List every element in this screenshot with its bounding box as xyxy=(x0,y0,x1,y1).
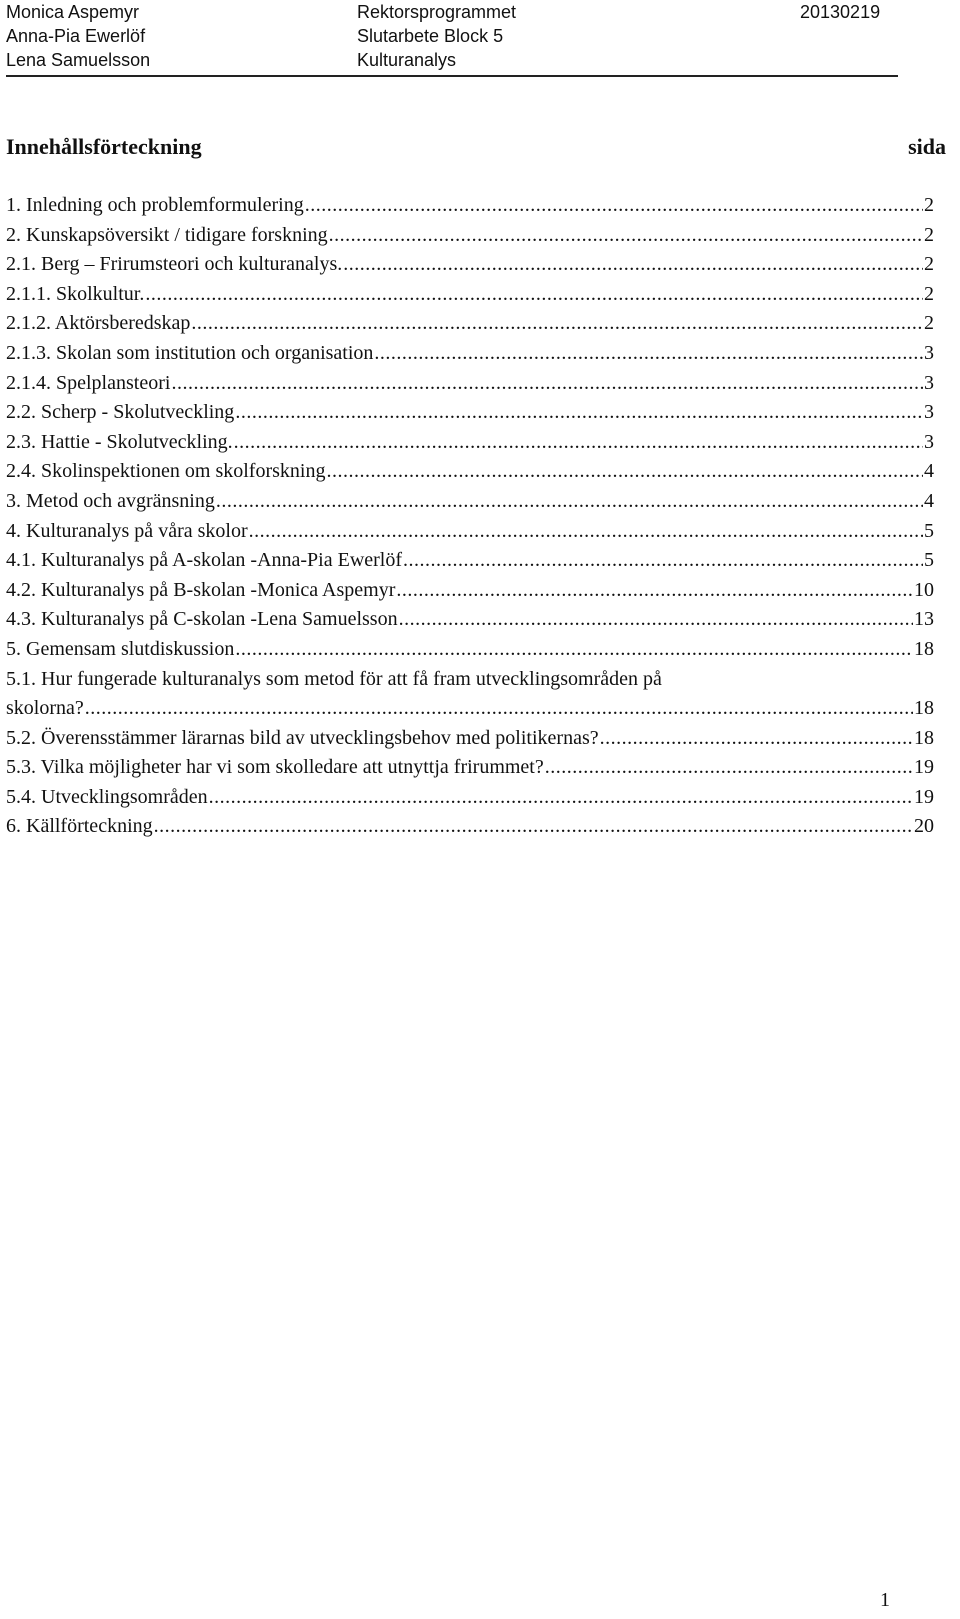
toc-entry-label: skolorna? xyxy=(6,697,84,720)
leader-dots xyxy=(396,576,913,606)
subject-name: Kulturanalys xyxy=(357,50,457,70)
toc-entry[interactable] xyxy=(6,812,934,842)
table-of-contents xyxy=(6,191,934,842)
leader-dots xyxy=(399,605,913,635)
header-row-1 xyxy=(6,0,898,24)
toc-entry-label: 2.1. Berg – Frirumsteori och kulturanalys. xyxy=(6,253,343,276)
toc-entry-page: 10 xyxy=(914,578,934,601)
toc-entry[interactable] xyxy=(6,428,934,458)
toc-entry-page: 4 xyxy=(924,460,934,483)
toc-entry[interactable] xyxy=(6,487,934,517)
toc-entry-page: 5 xyxy=(924,549,934,572)
toc-entry-page: 2 xyxy=(924,223,934,246)
toc-entry[interactable] xyxy=(6,517,934,547)
leader-dots xyxy=(343,250,923,280)
leader-dots xyxy=(145,280,923,310)
toc-entry-page: 2 xyxy=(924,253,934,276)
toc-entry[interactable] xyxy=(6,576,934,606)
toc-entry-page: 2 xyxy=(924,282,934,305)
toc-entry[interactable] xyxy=(6,398,934,428)
leader-dots xyxy=(154,812,913,842)
toc-entry-label: 5. Gemensam slutdiskussion xyxy=(6,637,235,660)
leader-dots xyxy=(249,517,923,547)
leader-dots xyxy=(403,546,923,576)
toc-entry-page: 3 xyxy=(924,401,934,424)
author-name: Lena Samuelsson xyxy=(6,50,151,70)
toc-entry-page: 4 xyxy=(924,489,934,512)
program-name: Rektorsprogrammet xyxy=(357,2,517,22)
toc-entry-label: 2.1.1. Skolkultur. xyxy=(6,282,145,305)
toc-entry-page: 3 xyxy=(924,430,934,453)
toc-entry-label: 4. Kulturanalys på våra skolor xyxy=(6,519,248,542)
toc-entry[interactable] xyxy=(6,605,934,635)
toc-entry-page: 2 xyxy=(924,194,934,216)
toc-entry-label: 4.1. Kulturanalys på A-skolan -Anna-Pia Ewerlöf xyxy=(6,549,403,572)
header-divider xyxy=(6,75,898,77)
toc-entry-label: 2.3. Hattie - Skolutveckling. xyxy=(6,430,233,453)
toc-entry-label: 2. Kunskapsöversikt / tidigare forskning xyxy=(6,223,328,246)
toc-entry[interactable] xyxy=(6,694,934,724)
toc-entry-label: 5.4. Utvecklingsområden xyxy=(6,785,208,808)
toc-entry-label: 2.1.3. Skolan som institution och organisation xyxy=(6,341,374,364)
leader-dots xyxy=(545,753,913,783)
leader-dots xyxy=(329,221,923,251)
author-name: Anna-Pia Ewerlöf xyxy=(6,26,146,46)
author-name: Monica Aspemyr xyxy=(6,2,140,22)
toc-entry-label: 2.1.2. Aktörsberedskap xyxy=(6,312,191,335)
toc-entry[interactable] xyxy=(6,753,934,783)
toc-entry-label: 1. Inledning och problemformulering xyxy=(6,194,304,216)
toc-entry-page: 20 xyxy=(914,815,934,838)
toc-entry-label: 6. Källförteckning xyxy=(6,815,153,838)
toc-entry-page: 2 xyxy=(924,312,934,335)
leader-dots xyxy=(234,428,923,458)
leader-dots xyxy=(235,398,923,428)
toc-entry-label: 5.3. Vilka möjligheter har vi som skolledare att utnyttja frirummet? xyxy=(6,756,544,779)
toc-entry[interactable] xyxy=(6,191,934,221)
toc-entry[interactable] xyxy=(6,783,934,813)
toc-entry-label: 3. Metod och avgränsning xyxy=(6,489,215,512)
toc-entry[interactable] xyxy=(6,339,934,369)
leader-dots xyxy=(191,309,923,339)
toc-entry-page: 3 xyxy=(924,341,934,364)
toc-entry[interactable] xyxy=(6,369,934,399)
leader-dots xyxy=(305,191,923,221)
header-row-3 xyxy=(6,48,898,72)
toc-entry[interactable] xyxy=(6,635,934,665)
toc-entry[interactable] xyxy=(6,221,934,251)
toc-entry-first-line[interactable]: 5.1. Hur fungerade kulturanalys som metod för att få fram utvecklingsområden på xyxy=(6,667,662,690)
toc-entry-page: 13 xyxy=(914,608,934,631)
header-row-2 xyxy=(6,24,898,48)
toc-entry[interactable] xyxy=(6,250,934,280)
leader-dots xyxy=(600,724,913,754)
toc-entry[interactable] xyxy=(6,546,934,576)
page-number: 1 xyxy=(880,1589,890,1611)
toc-title: Innehållsförteckning xyxy=(6,134,202,159)
block-name: Slutarbete Block 5 xyxy=(357,26,504,46)
toc-entry[interactable] xyxy=(6,724,934,754)
toc-entry-page: 19 xyxy=(914,756,934,779)
toc-entry[interactable] xyxy=(6,309,934,339)
toc-entry-label: 4.2. Kulturanalys på B-skolan -Monica Aspemyr xyxy=(6,578,396,601)
toc-entry-page: 3 xyxy=(924,371,934,394)
toc-entry-label: 2.4. Skolinspektionen om skolforskning xyxy=(6,460,326,483)
leader-dots xyxy=(209,783,913,813)
toc-entry-label: 5.2. Överensstämmer lärarnas bild av utvecklingsbehov med politikernas? xyxy=(6,726,599,749)
leader-dots xyxy=(326,457,923,487)
toc-entry-page: 18 xyxy=(914,637,934,660)
toc-entry[interactable] xyxy=(6,280,934,310)
document-date: 20130219 xyxy=(800,2,881,22)
toc-entry-label: 2.1.4. Spelplansteori xyxy=(6,371,171,394)
toc-entry-page: 18 xyxy=(914,726,934,749)
leader-dots xyxy=(171,369,923,399)
leader-dots xyxy=(216,487,923,517)
toc-entry-page: 5 xyxy=(924,519,934,542)
toc-entry-label: 2.2. Scherp - Skolutveckling xyxy=(6,401,235,424)
toc-page-heading: sida xyxy=(908,134,946,159)
leader-dots xyxy=(374,339,923,369)
toc-entry-page: 19 xyxy=(914,785,934,808)
leader-dots xyxy=(85,694,913,724)
toc-entry[interactable] xyxy=(6,457,934,487)
leader-dots xyxy=(235,635,913,665)
toc-entry-label: 4.3. Kulturanalys på C-skolan -Lena Samuelsson xyxy=(6,608,398,631)
toc-entry-page: 18 xyxy=(914,697,934,720)
